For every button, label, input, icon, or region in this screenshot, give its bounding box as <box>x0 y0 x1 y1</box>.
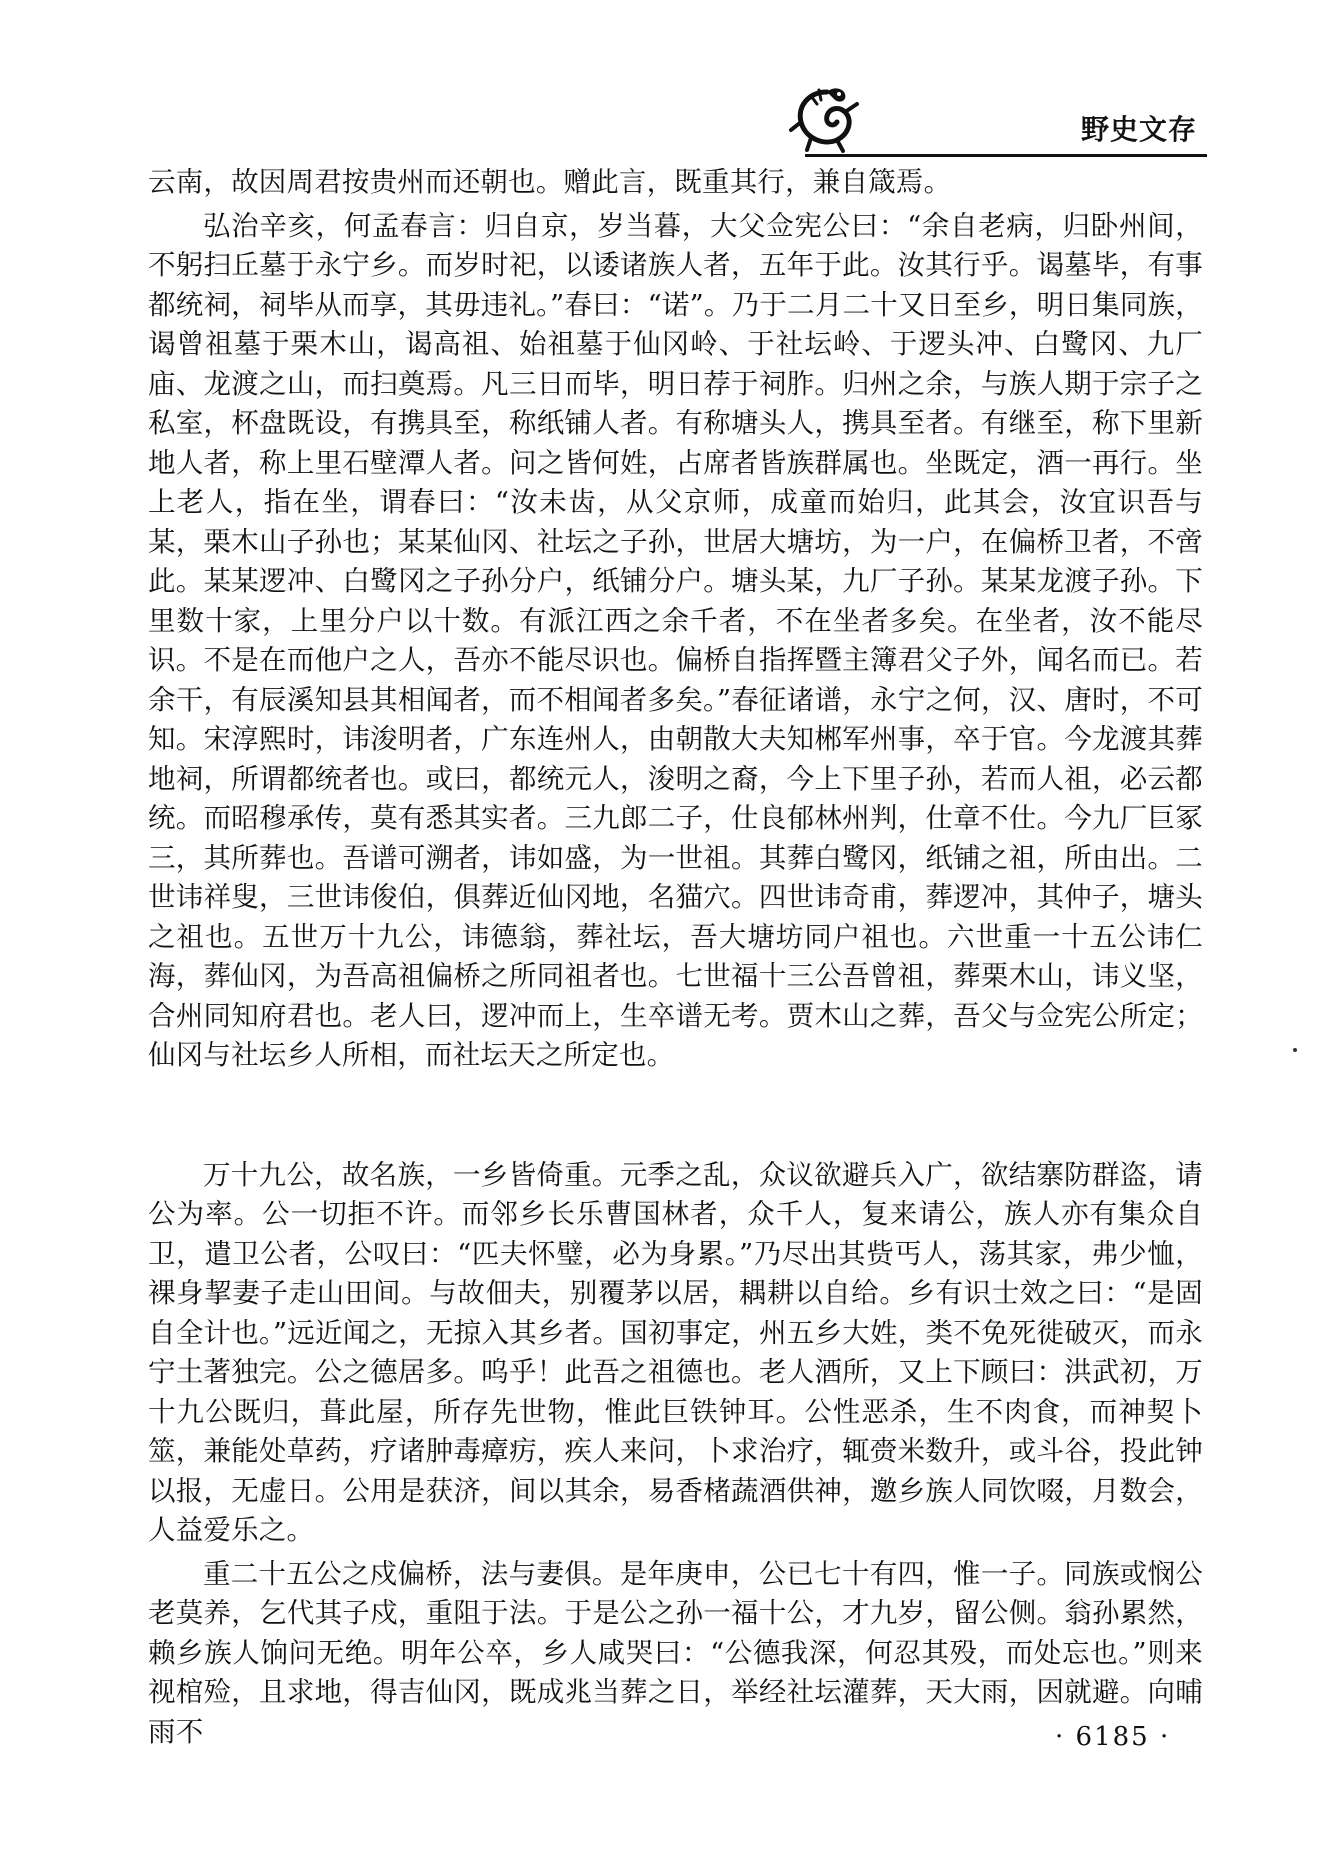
paragraph-3: 万十九公，故名族，一乡皆倚重。元季之乱，众议欲避兵入广，欲结寨防群盗，请公为率。公一切拒不许。而邻乡长乐曹国林者，众千人，复来请公，族人亦有集众自卫，遣卫公者，公叹曰：“匹夫怀璧，必为身累。”乃尽出其赀丐人，荡其家，弗少恤，裸身挈妻子走山田间。与故佃夫，别覆茅以居，耦耕以自给。乡有识士效之曰：“是固自全计也。”远近闻之，无掠入其乡者。国初事定，州五乡大姓，类不免死徙破灭，而永宁土著独完。公之德居多。呜乎！此吾之祖德也。老人酒所，又上下顾曰：洪武初，万十九公既归，葺此屋，所存先世物，惟此巨铁钟耳。公性恶杀，生不肉食，而神契卜筮，兼能处草药，疗诸肿毒瘴疠，疾人来问，卜求治疗，辄赍米数升，或斗谷，投此钟以报，无虚日。公用是获济，间以其余，易香楮蔬酒供神，邀乡族人同饮啜，月数会，人益爱乐之。 <box>148 1158 1203 1546</box>
article-body <box>148 163 1203 1752</box>
running-header <box>787 78 1207 160</box>
page-number: · 6185 · <box>1055 1722 1171 1752</box>
header-rule <box>805 154 1207 157</box>
paragraph-4: 重二十五公之戍偏桥，法与妻俱。是年庚申，公已七十有四，惟一子。同族或悯公老莫养，乞代其子戍，重阻于法。于是公之孙一福十公，才九岁，留公侧。翁孙累然，赖乡族人饷问无绝。明年公卒，乡人咸哭曰：“公德我深，何忍其殁，而处忘也。”则来视棺殓，且求地，得吉仙冈，既成兆当葬之日，举经社坛灌葬，天大雨，因就避。向晡雨不 <box>148 1557 1203 1748</box>
header-title: 野史文存 <box>1080 113 1197 146</box>
paragraph-2: 弘治辛亥，何孟春言：归自京，岁当暮，大父佥宪公曰：“余自老病，归卧州间，不躬扫丘墓于永宁乡。而岁时祀，以诿诸族人者，五年于此。汝其行乎。谒墓毕，有事都统祠，祠毕从而享，其毋违礼。”春曰：“诺”。乃于二月二十又日至乡，明日集同族，谒曾祖墓于栗木山，谒高祖、始祖墓于仙冈岭、于社坛岭、于逻头冲、白鹭冈、九厂庙、龙渡之山，而扫奠焉。凡三日而毕，明日荐于祠胙。归州之余，与族人期于宗子之私室，杯盘既设，有携具至，称纸铺人者。有称塘头人，携具至者。有继至，称下里新地人者，称上里石壁潭人者。问之皆何姓，占席者皆族群属也。坐既定，酒一再行。坐上老人，指在坐，谓春曰：“汝未齿，从父京师，成童而始归，此其会，汝宜识吾与某，栗木山子孙也；某某仙冈、社坛之子孙，世居大塘坊，为一户，在偏桥卫者，不啻此。某某逻冲、白鹭冈之子孙分户，纸铺分户。塘头某，九厂子孙。某某龙渡子孙。下里数十家，上里分户以十数。有派江西之余千者，不在坐者多矣。在坐者，汝不能尽识。不是在而他户之人，吾亦不能尽识也。偏桥自指挥暨主簿君父子外，闻名而已。若余干，有辰溪知县其相闻者，而不相闻者多矣。”春征诸谱，永宁之何，汉、唐时，不可知。宋淳熙时，讳浚明者，广东连州人，由朝散大夫知郴军州事，卒于官。今龙渡其葬地祠，所谓都统者也。或曰，都统元人，浚明之裔，今上下里子孙，若而人祖，必云都统。而昭穆承传，莫有悉其实者。三九郎二子，仕良郁林州判，仕章不仕。今九厂巨冢三，其所葬也。吾谱可溯者，讳如盛，为一世祖。其葬白鹭冈，纸铺之祖，所由出。二世讳祥叟，三世讳俊伯，俱葬近仙冈地，名猫穴。四世讳奇甫，葬逻冲，其仲子，塘头之祖也。五世万十九公，讳德翁，葬社坛，吾大塘坊同户祖也。六世重一十五公讳仁海，葬仙冈，为吾高祖偏桥之所同祖者也。七世福十三公吾曾祖，葬栗木山，讳义坚，合州同知府君也。老人曰，逻冲而上，生卒谱无考。贾木山之葬，吾父与佥宪公所定；仙冈与社坛乡人所相，而社坛天之所定也。 <box>148 209 1203 1071</box>
paragraph-1: 云南，故因周君按贵州而还朝也。赠此言，既重其行，兼自箴焉。 <box>148 166 952 198</box>
dragon-emblem-icon <box>787 84 867 154</box>
scan-speck <box>1293 1048 1297 1052</box>
